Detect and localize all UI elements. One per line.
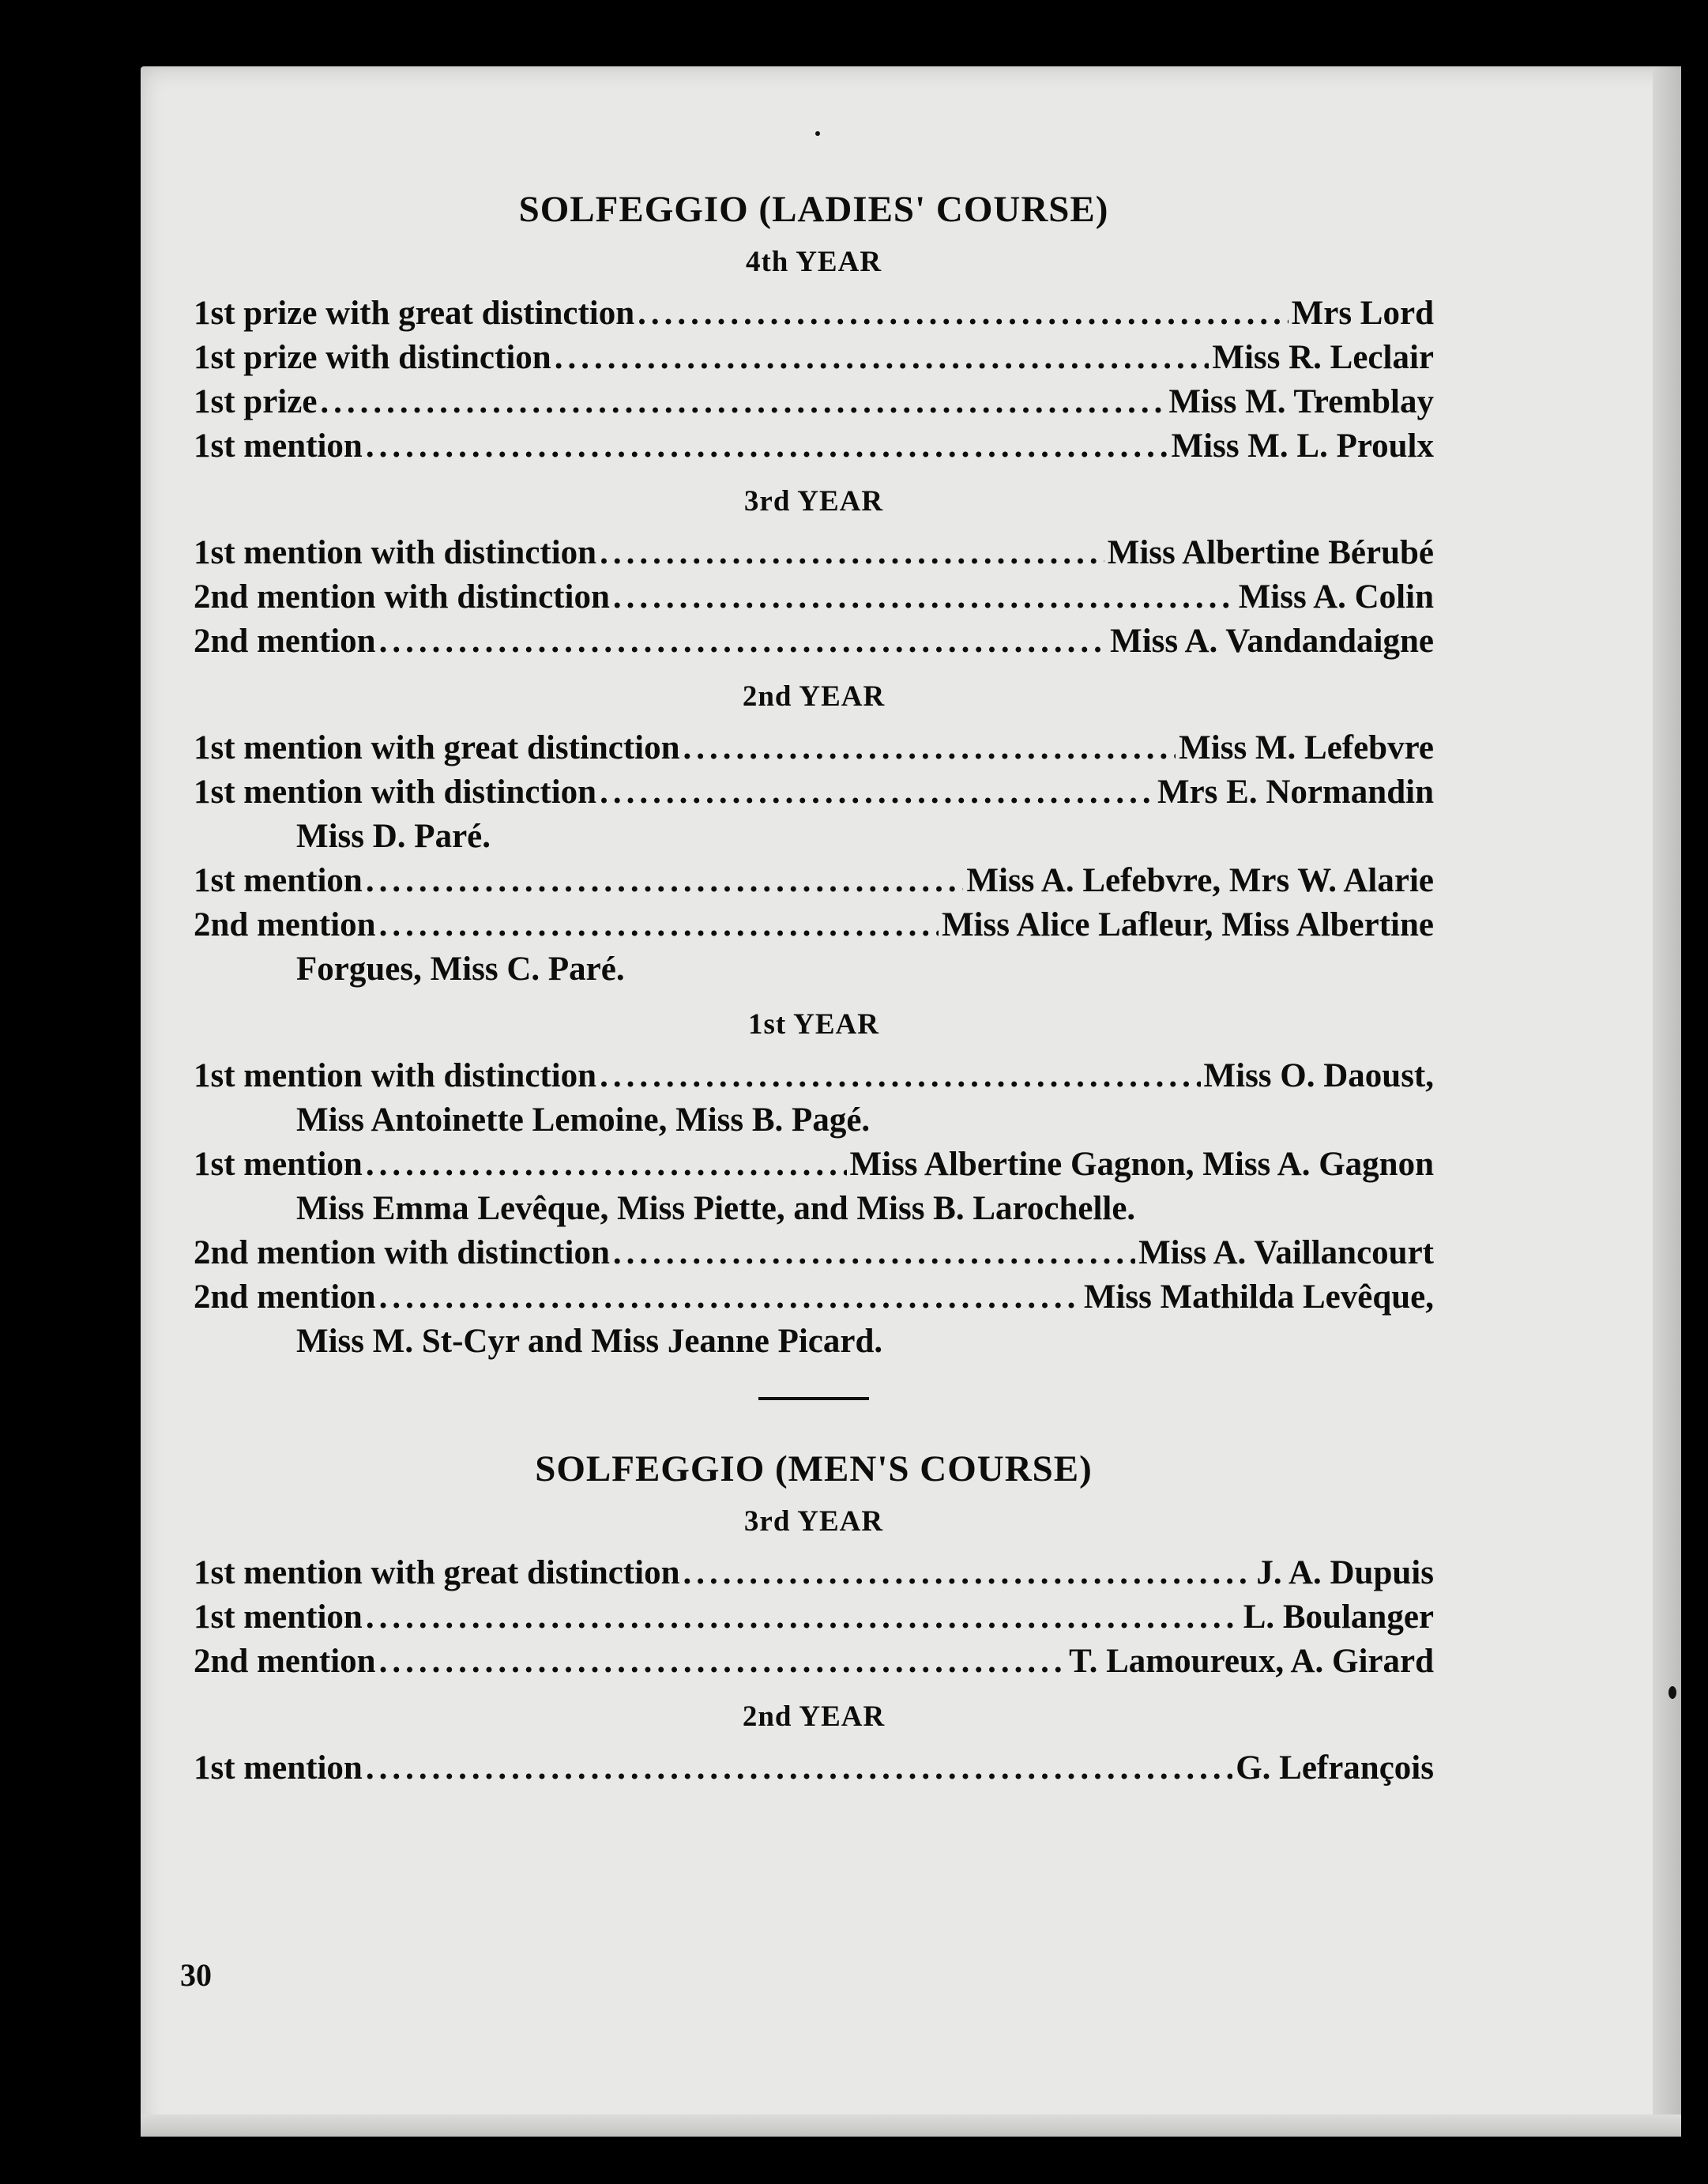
award-label: 1st mention (194, 1146, 363, 1183)
award-entry (194, 380, 1434, 424)
award-recipient: Miss A. Vandandaigne (1110, 623, 1434, 660)
award-entry (194, 531, 1434, 575)
dot-leader (683, 726, 1176, 770)
dot-leader (600, 531, 1104, 575)
mens-course-section (194, 1448, 1434, 1791)
dot-leader (366, 1746, 1232, 1791)
award-entry (194, 336, 1434, 380)
dot-leader (366, 859, 964, 903)
award-entry (194, 726, 1434, 770)
award-label: 2nd mention (194, 1278, 376, 1316)
award-recipient-continued: Miss Emma Levêque, Miss Piette, and Miss B. Larochelle. (296, 1190, 1136, 1227)
year-group (194, 1504, 1434, 1684)
award-entry (194, 1640, 1434, 1684)
year-heading: 3rd YEAR (743, 485, 884, 518)
award-recipient: Miss Alice Lafleur, Miss Albertine (941, 906, 1434, 943)
year-heading: 1st YEAR (748, 1008, 879, 1041)
award-entry (194, 1551, 1434, 1595)
award-entry (194, 424, 1434, 469)
award-recipient: J. A. Dupuis (1256, 1554, 1434, 1591)
award-recipient: Miss Albertine Bérubé (1107, 534, 1434, 571)
dot-leader (600, 1054, 1200, 1098)
dot-leader (379, 619, 1108, 664)
award-entry (194, 859, 1434, 903)
award-label: 2nd mention (194, 906, 376, 943)
award-label: 2nd mention (194, 1643, 376, 1680)
award-entry (194, 903, 1434, 947)
award-recipient: Miss A. Colin (1238, 578, 1434, 616)
award-recipient: Mrs Lord (1291, 295, 1434, 332)
award-label: 2nd mention (194, 623, 376, 660)
award-label: 1st prize with great distinction (194, 295, 635, 332)
section-title: SOLFEGGIO (MEN'S COURSE) (535, 1448, 1093, 1489)
section-title: SOLFEGGIO (LADIES' COURSE) (518, 189, 1109, 230)
dot-leader (613, 1231, 1135, 1275)
award-recipient: Miss Albertine Gagnon, Miss A. Gagnon (849, 1146, 1434, 1183)
scan-speck (815, 131, 820, 136)
dot-leader (320, 380, 1165, 424)
award-label: 1st mention (194, 1749, 363, 1787)
award-entry (194, 1275, 1434, 1320)
award-label: 1st prize (194, 383, 318, 420)
award-recipient: Mrs E. Normandin (1157, 774, 1434, 811)
award-recipient: Miss O. Daoust, (1203, 1057, 1434, 1094)
award-entry (194, 1143, 1434, 1187)
award-recipient: G. Lefrançois (1236, 1749, 1434, 1787)
dot-leader (366, 424, 1168, 469)
year-group (194, 245, 1434, 469)
dot-leader (366, 1595, 1240, 1640)
award-recipient: Miss A. Vaillancourt (1138, 1234, 1434, 1271)
dot-leader (379, 903, 939, 947)
award-recipient-continued: Forgues, Miss C. Paré. (296, 951, 625, 988)
award-label: 1st mention with great distinction (194, 1554, 680, 1591)
award-entry (194, 1595, 1434, 1640)
award-entry (194, 619, 1434, 664)
year-group (194, 484, 1434, 664)
award-recipient-continued: Miss M. St-Cyr and Miss Jeanne Picard. (296, 1323, 883, 1360)
year-heading: 2nd YEAR (742, 680, 886, 713)
dot-leader (366, 1143, 847, 1187)
award-label: 1st mention with distinction (194, 1057, 597, 1094)
award-entry (194, 575, 1434, 619)
year-heading: 4th YEAR (745, 246, 882, 278)
page-number: 30 (180, 1957, 212, 1993)
year-group (194, 1007, 1434, 1364)
dot-leader (683, 1551, 1254, 1595)
award-recipient: L. Boulanger (1243, 1598, 1434, 1636)
dot-leader (379, 1275, 1081, 1320)
award-recipient: Miss M. L. Proulx (1171, 427, 1434, 465)
award-label: 2nd mention with distinction (194, 578, 610, 616)
dot-leader (555, 336, 1210, 380)
page-bottom-edge (141, 2114, 1681, 2137)
award-label: 1st prize with distinction (194, 339, 551, 376)
award-recipient-continued: Miss Antoinette Lemoine, Miss B. Pagé. (296, 1101, 871, 1139)
year-heading: 2nd YEAR (742, 1700, 886, 1733)
award-entry (194, 1231, 1434, 1275)
year-heading: 3rd YEAR (743, 1505, 884, 1538)
award-label: 2nd mention with distinction (194, 1234, 610, 1271)
award-recipient: Miss R. Leclair (1212, 339, 1434, 376)
award-label: 1st mention (194, 862, 363, 899)
award-entry (194, 770, 1434, 815)
dot-leader (638, 292, 1288, 336)
award-entry (194, 1054, 1434, 1098)
award-label: 1st mention with great distinction (194, 729, 680, 766)
year-group (194, 1700, 1434, 1791)
page-edge-shadow (1653, 66, 1681, 2137)
award-label: 1st mention (194, 1598, 363, 1636)
award-recipient: Miss M. Lefebvre (1179, 729, 1434, 766)
section-divider (758, 1397, 869, 1400)
year-group (194, 680, 1434, 992)
award-label: 1st mention with distinction (194, 534, 597, 571)
dot-leader (379, 1640, 1067, 1684)
award-entry (194, 292, 1434, 336)
award-recipient-continued: Miss D. Paré. (296, 818, 491, 855)
dot-leader (613, 575, 1236, 619)
award-label: 1st mention with distinction (194, 774, 597, 811)
award-entry (194, 1746, 1434, 1791)
award-recipient: T. Lamoureux, A. Girard (1069, 1643, 1434, 1680)
award-recipient: Miss A. Lefebvre, Mrs W. Alarie (966, 862, 1434, 899)
page-content (194, 188, 1434, 1806)
award-recipient: Miss Mathilda Levêque, (1083, 1278, 1434, 1316)
ladies-course-section (194, 188, 1434, 1364)
scan-speck (1668, 1686, 1676, 1699)
dot-leader (600, 770, 1154, 815)
award-recipient: Miss M. Tremblay (1168, 383, 1434, 420)
award-label: 1st mention (194, 427, 363, 465)
